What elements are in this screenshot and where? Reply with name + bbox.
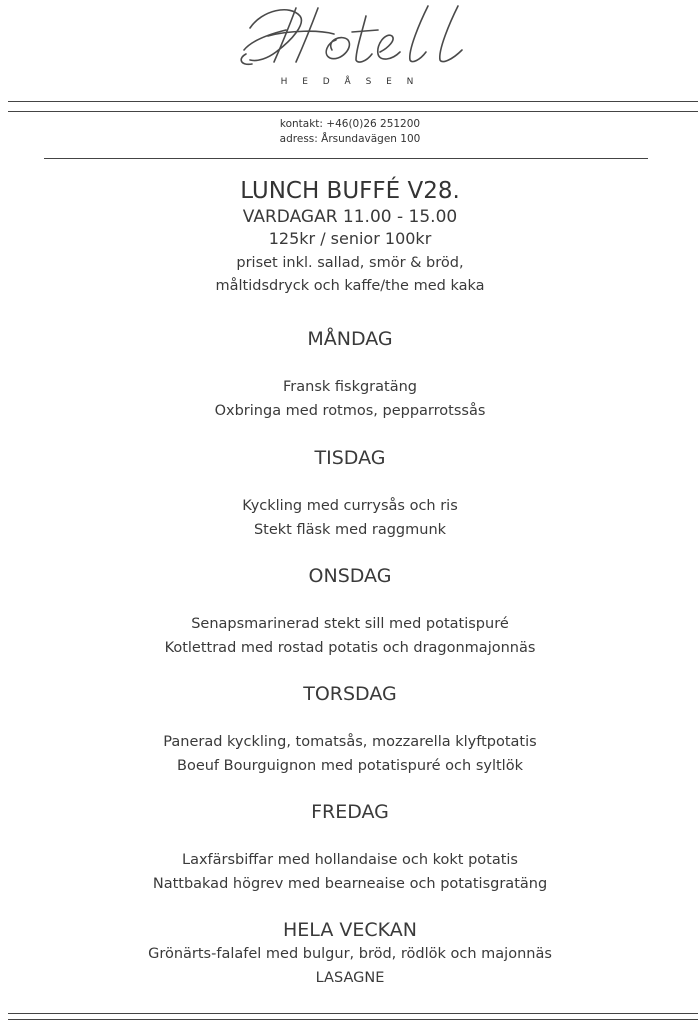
day-friday: [0, 800, 700, 896]
day-name: HELA VECKAN: [283, 919, 417, 941]
contact-phone: kontakt: +46(0)26 251200: [279, 118, 421, 130]
menu-included-2: måltidsdryck och kaffe/the med kaka: [215, 278, 485, 294]
day-name: TISDAG: [314, 447, 386, 469]
dish-item: Stekt fläsk med raggmunk: [253, 522, 447, 538]
bottom-rule-2: [8, 1019, 698, 1020]
contact-block: [0, 117, 700, 147]
dish-item: Fransk fiskgratäng: [283, 379, 417, 395]
menu-title: LUNCH BUFFÉ V28.: [240, 178, 460, 204]
day-name: FREDAG: [311, 801, 389, 823]
day-wednesday: [0, 564, 700, 660]
menu-hours: VARDAGAR 11.00 - 15.00: [242, 207, 458, 227]
day-name: TORSDAG: [303, 683, 397, 705]
day-tuesday: [0, 446, 700, 542]
day-whole-week: [0, 918, 700, 990]
dish-item: Panerad kyckling, tomatsås, mozzarella klyftpotatis: [163, 734, 537, 750]
dish-item: Grönärts-falafel med bulgur, bröd, rödlök och majonnäs: [148, 946, 552, 962]
logo-subtitle: H E D Å S E N: [280, 77, 420, 87]
dish-item: Oxbringa med rotmos, pepparrotssås: [214, 403, 486, 419]
day-monday: [0, 327, 700, 423]
top-rule-2: [8, 111, 698, 112]
day-thursday: [0, 682, 700, 778]
dish-item: Senapsmarinerad stekt sill med potatispuré: [191, 616, 509, 632]
contact-rule: [44, 158, 648, 159]
top-rule-1: [8, 101, 698, 102]
day-name: MÅNDAG: [307, 328, 393, 350]
contact-address: adress: Årsundavägen 100: [279, 133, 421, 145]
dish-item: Laxfärsbiffar med hollandaise och kokt potatis: [182, 852, 518, 868]
dish-item: Kyckling med currysås och ris: [242, 498, 458, 514]
dish-item: LASAGNE: [315, 970, 385, 986]
day-name: ONSDAG: [308, 565, 392, 587]
dish-item: Kotlettrad med rostad potatis och dragonmajonnäs: [164, 640, 536, 656]
bottom-rule-1: [8, 1013, 698, 1014]
menu-price: 125kr / senior 100kr: [268, 229, 432, 248]
dish-item: Nattbakad högrev med bearneaise och potatisgratäng: [152, 876, 548, 892]
hotel-logo: [0, 0, 700, 95]
menu-included-1: priset inkl. sallad, smör & bröd,: [236, 255, 464, 271]
dish-item: Boeuf Bourguignon med potatispuré och syltlök: [177, 758, 523, 774]
menu-header: [0, 176, 700, 298]
hotell-script-logo: [0, 0, 700, 95]
